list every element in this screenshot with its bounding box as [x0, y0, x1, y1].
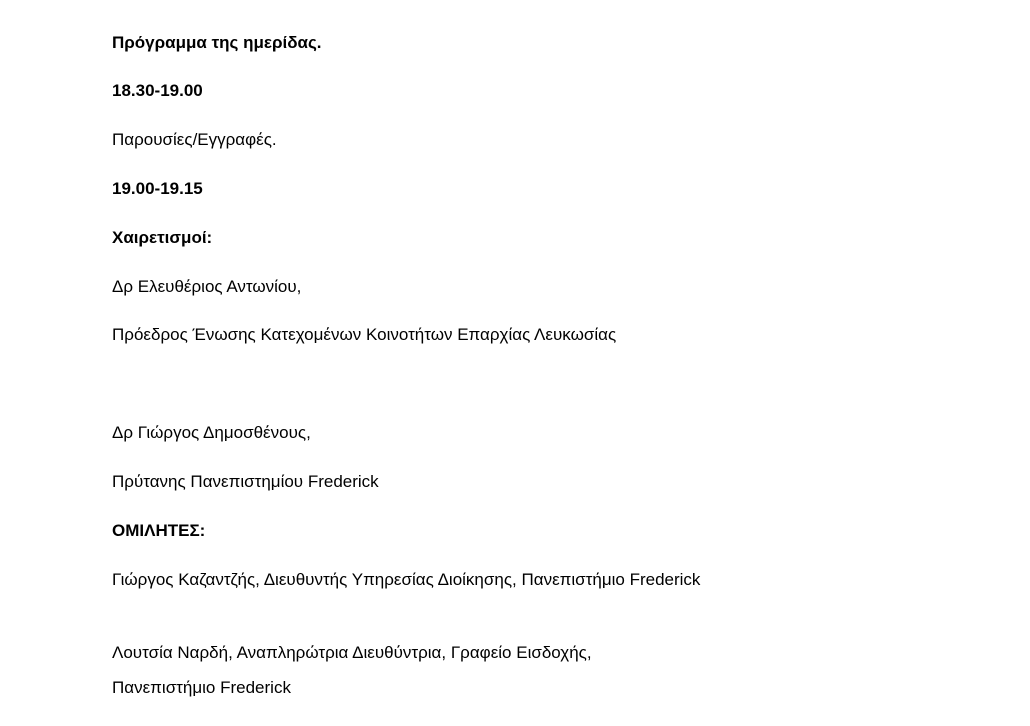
speaker-2-line-1: Λουτσία Ναρδή, Αναπληρώτρια Διευθύντρια, Γραφείο Εισδοχής,: [112, 643, 592, 662]
time-slot-2: 19.00-19.15: [112, 179, 203, 198]
program-heading: Πρόγραμμα της ημερίδας.: [112, 33, 322, 52]
time-slot-1-description: Παρουσίες/Εγγραφές.: [112, 130, 277, 149]
greeter-2-name: Δρ Γιώργος Δημοσθένους,: [112, 423, 311, 442]
speakers-title: ΟΜΙΛΗΤΕΣ:: [112, 521, 206, 540]
greeter-1-role: Πρόεδρος Ένωσης Κατεχομένων Κοινοτήτων Επαρχίας Λευκωσίας: [112, 325, 617, 344]
greeter-1-name: Δρ Ελευθέριος Αντωνίου,: [112, 277, 302, 296]
speaker-2-line-2: Πανεπιστήμιο Frederick: [112, 678, 291, 697]
time-slot-1: 18.30-19.00: [112, 81, 203, 100]
greetings-title: Χαιρετισμοί:: [112, 228, 213, 247]
speaker-1: Γιώργος Καζαντζής, Διευθυντής Υπηρεσίας Διοίκησης, Πανεπιστήμιο Frederick: [112, 570, 701, 589]
greeter-2-role: Πρύτανης Πανεπιστημίου Frederick: [112, 472, 379, 491]
